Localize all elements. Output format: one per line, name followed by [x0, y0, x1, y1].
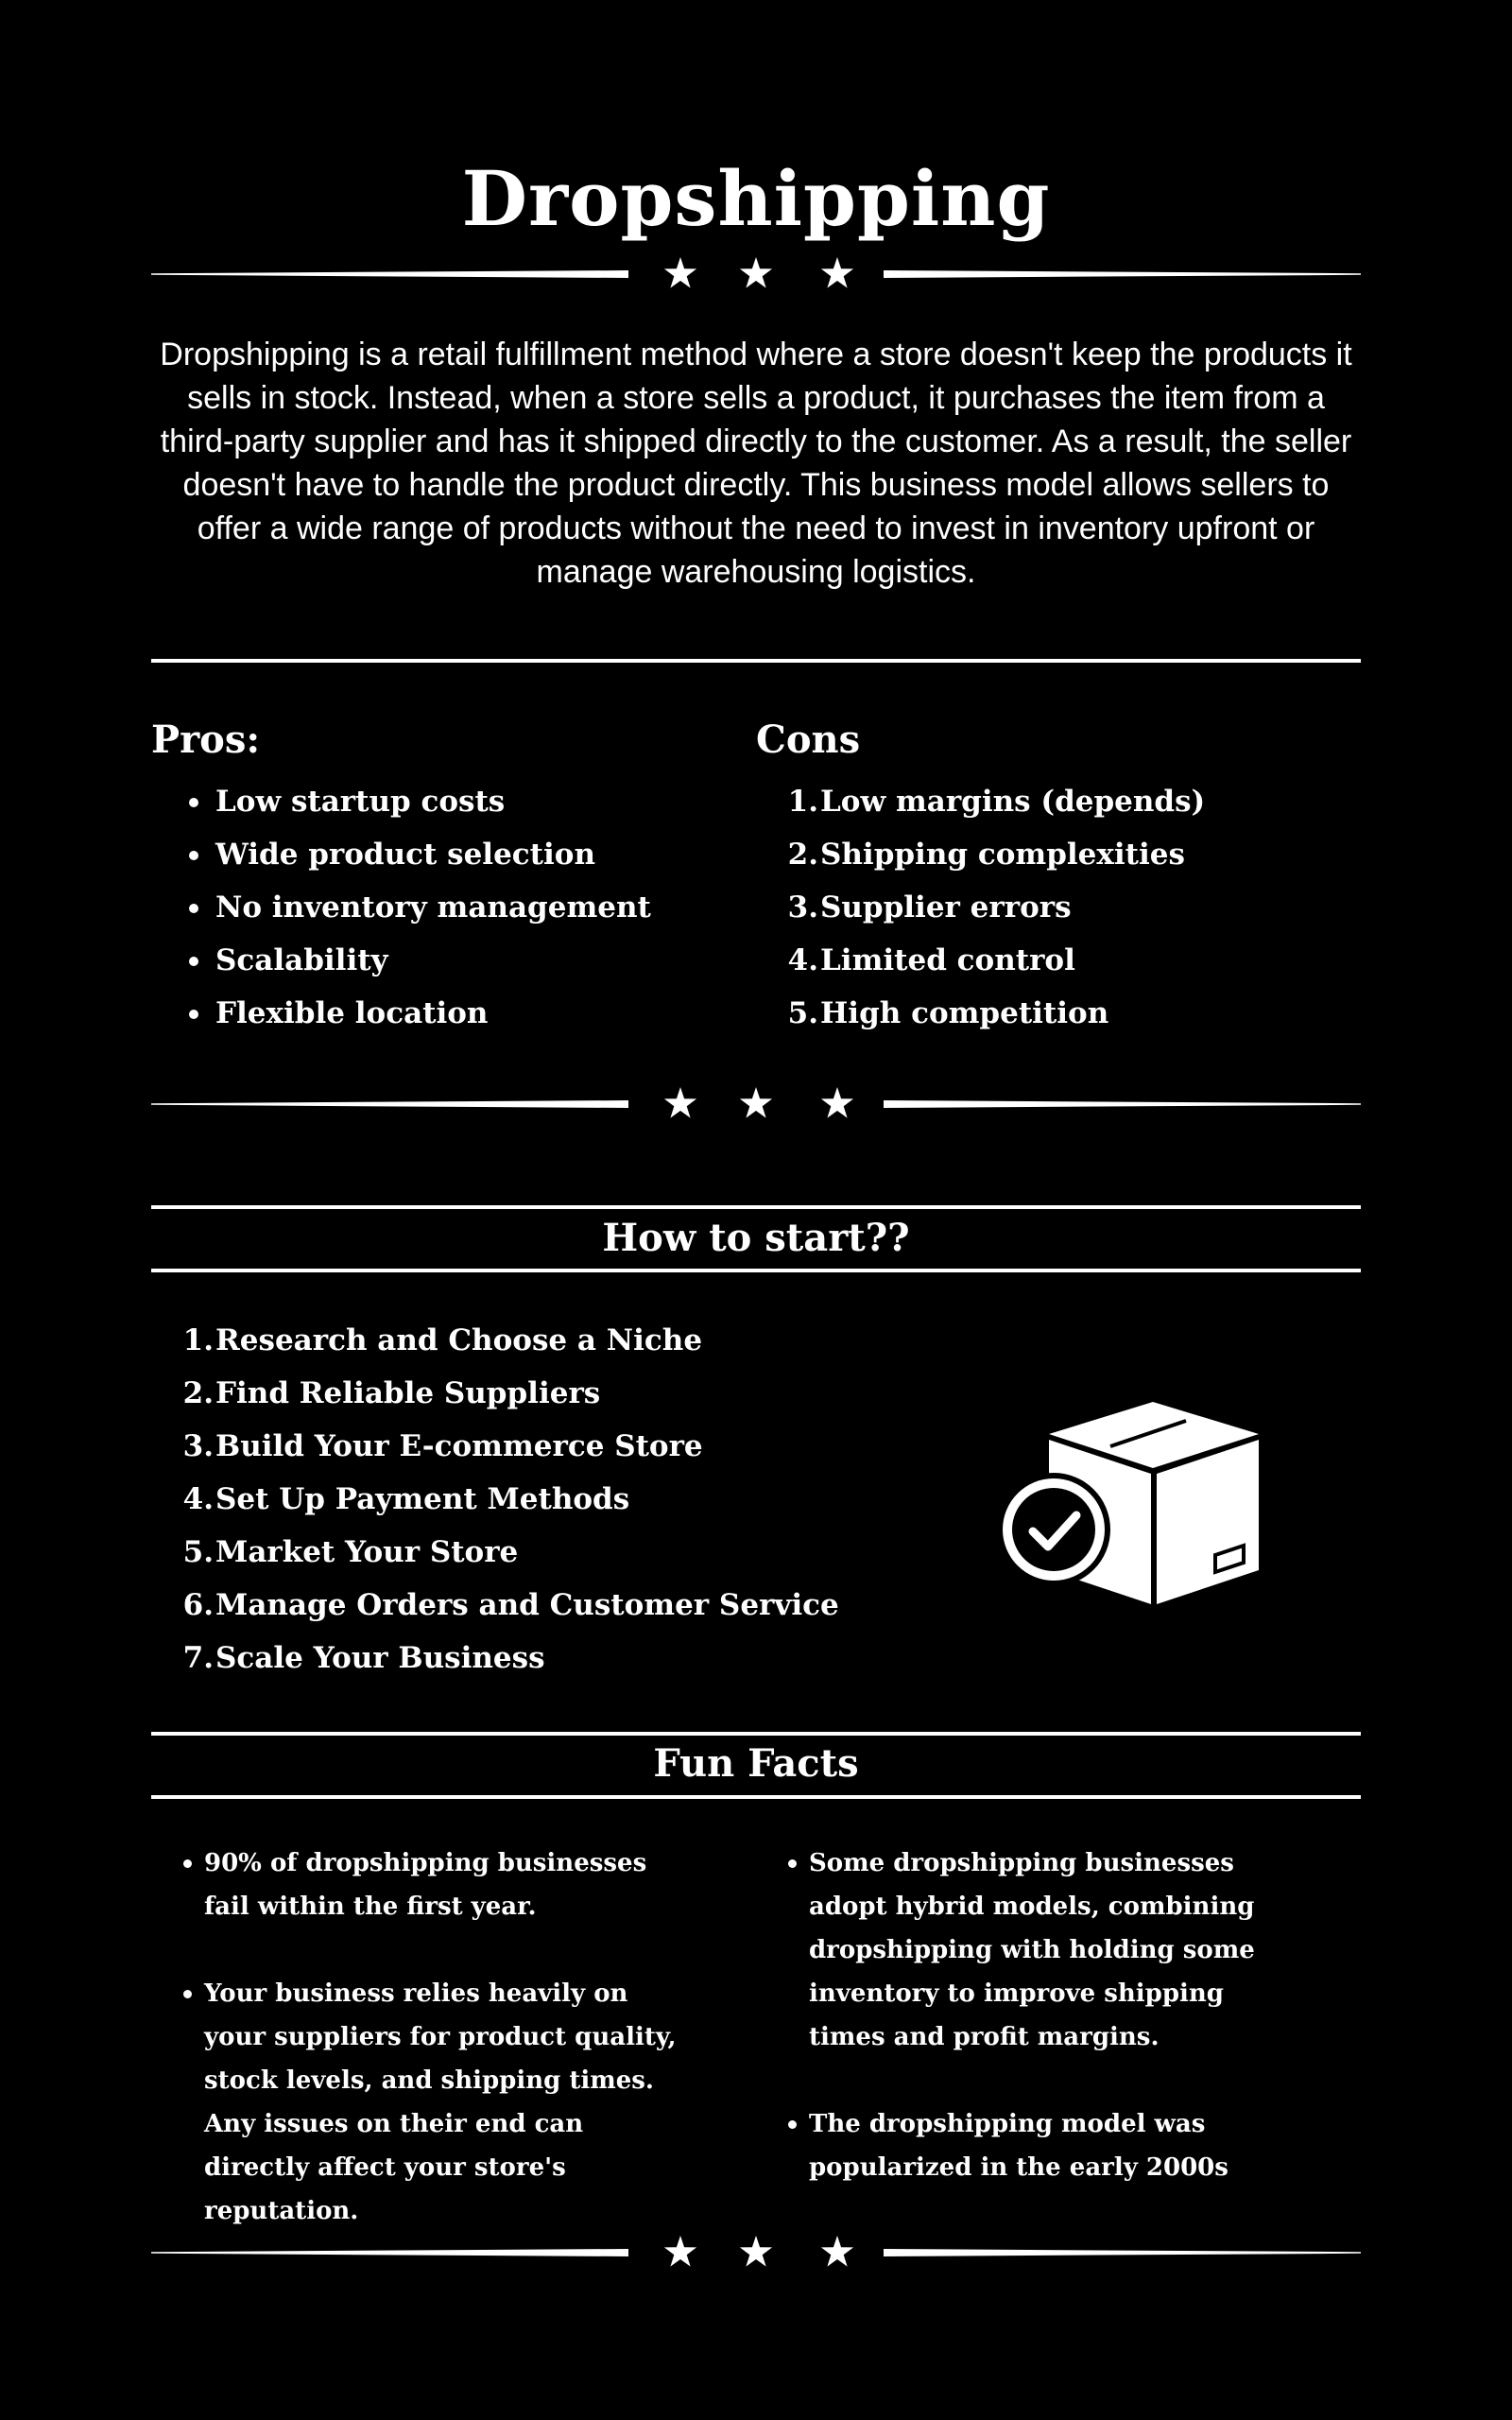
- star-icon: [821, 1087, 853, 1118]
- star-icon: [740, 2236, 772, 2267]
- list-text: Scale Your Business: [215, 1641, 545, 1675]
- list-item: [756, 987, 1361, 1040]
- divider-stars: [628, 246, 884, 302]
- star-icon: [664, 257, 696, 288]
- list-item: Wide product selection: [151, 828, 756, 881]
- list-item: [151, 1579, 926, 1632]
- list-text: Find Reliable Suppliers: [215, 1376, 601, 1410]
- list-number: 6.: [182, 1588, 214, 1622]
- list-text: Shipping complexities: [820, 838, 1185, 872]
- list-item: [151, 1314, 926, 1367]
- star-icon: [664, 1087, 696, 1118]
- intro-paragraph: Dropshipping is a retail fulfillment method where a store doesn't keep the products it sells in stock. Instead, when a store sells a product, it purchases the item from a third-party supplier and has it shipped directly to the customer. As a result, the seller doesn't have to handle the product directly. This business model allows sellers to offer a wide range of products without the need to invest in inventory upfront or manage warehousing logistics.: [160, 337, 1352, 590]
- fact-item: Your business relies heavily on your suppliers for product quality, stock levels, and shipping times. Any issues on their end can directly affect your store's reputation.: [151, 1972, 680, 2233]
- star-divider-bottom: [151, 2224, 1361, 2281]
- divider-stars: [628, 2224, 884, 2281]
- divider-line-right: [884, 2249, 1361, 2256]
- list-item: [756, 775, 1361, 828]
- list-number: 3.: [787, 890, 818, 925]
- cons-list: [756, 775, 1361, 1040]
- fun-facts-left: [151, 1841, 680, 2276]
- pros-list: [151, 775, 756, 1040]
- list-item: [151, 1473, 926, 1526]
- list-item: [756, 828, 1361, 881]
- list-item: Flexible location: [151, 987, 756, 1040]
- star-icon: [664, 2236, 696, 2267]
- star-icon: [821, 257, 853, 288]
- list-item: [151, 1632, 926, 1685]
- list-text: Low margins (depends): [820, 785, 1206, 819]
- list-text: Manage Orders and Customer Service: [215, 1588, 839, 1622]
- divider-line-left: [151, 270, 628, 278]
- page-title: Dropshipping: [461, 154, 1051, 243]
- fact-item: 90% of dropshipping businesses fail within the first year.: [151, 1841, 680, 1928]
- cons-label: Cons: [756, 717, 861, 762]
- pros-label: Pros:: [151, 717, 261, 762]
- fun-facts-right: [756, 1841, 1285, 2233]
- list-number: 4.: [787, 943, 818, 977]
- list-text: Market Your Store: [215, 1535, 519, 1569]
- list-number: 5.: [182, 1535, 214, 1569]
- package-check-icon: [992, 1394, 1266, 1612]
- list-number: 1.: [787, 785, 818, 819]
- section-divider: [151, 659, 1361, 663]
- list-number: 3.: [182, 1429, 214, 1463]
- band-line-bottom: [151, 1269, 1361, 1272]
- list-number: 1.: [182, 1323, 214, 1357]
- list-text: Build Your E-commerce Store: [215, 1429, 703, 1463]
- list-item: [756, 881, 1361, 934]
- steps-list: [151, 1314, 926, 1685]
- star-divider-top: [151, 246, 1361, 302]
- divider-line-left: [151, 2249, 628, 2256]
- how-to-start-title: How to start??: [602, 1216, 910, 1260]
- star-icon: [740, 257, 772, 288]
- list-item: No inventory management: [151, 881, 756, 934]
- list-text: High competition: [820, 996, 1109, 1030]
- divider-line-right: [884, 270, 1361, 278]
- list-text: Supplier errors: [820, 890, 1072, 925]
- band-line-bottom: [151, 1795, 1361, 1799]
- star-icon: [740, 1087, 772, 1118]
- list-number: 7.: [182, 1641, 214, 1675]
- band-line-top: [151, 1205, 1361, 1209]
- list-item: [151, 1367, 926, 1420]
- list-item: Scalability: [151, 934, 756, 987]
- list-text: Research and Choose a Niche: [215, 1323, 703, 1357]
- list-number: 5.: [787, 996, 818, 1030]
- fact-item: The dropshipping model was popularized in the early 2000s: [756, 2102, 1285, 2189]
- divider-line-left: [151, 1100, 628, 1108]
- fact-item: Some dropshipping businesses adopt hybrid models, combining dropshipping with holding some inventory to improve shipping times and profit margins.: [756, 1841, 1285, 2059]
- list-text: Set Up Payment Methods: [215, 1482, 630, 1516]
- list-item: Low startup costs: [151, 775, 756, 828]
- list-number: 4.: [182, 1482, 214, 1516]
- fun-facts-title: Fun Facts: [653, 1741, 859, 1786]
- list-text: Limited control: [820, 943, 1075, 977]
- star-icon: [821, 2236, 853, 2267]
- star-divider-middle: [151, 1076, 1361, 1132]
- list-number: 2.: [787, 838, 818, 872]
- list-item: [151, 1420, 926, 1473]
- divider-line-right: [884, 1100, 1361, 1108]
- list-item: [151, 1526, 926, 1579]
- list-item: [756, 934, 1361, 987]
- divider-stars: [628, 1076, 884, 1132]
- list-number: 2.: [182, 1376, 214, 1410]
